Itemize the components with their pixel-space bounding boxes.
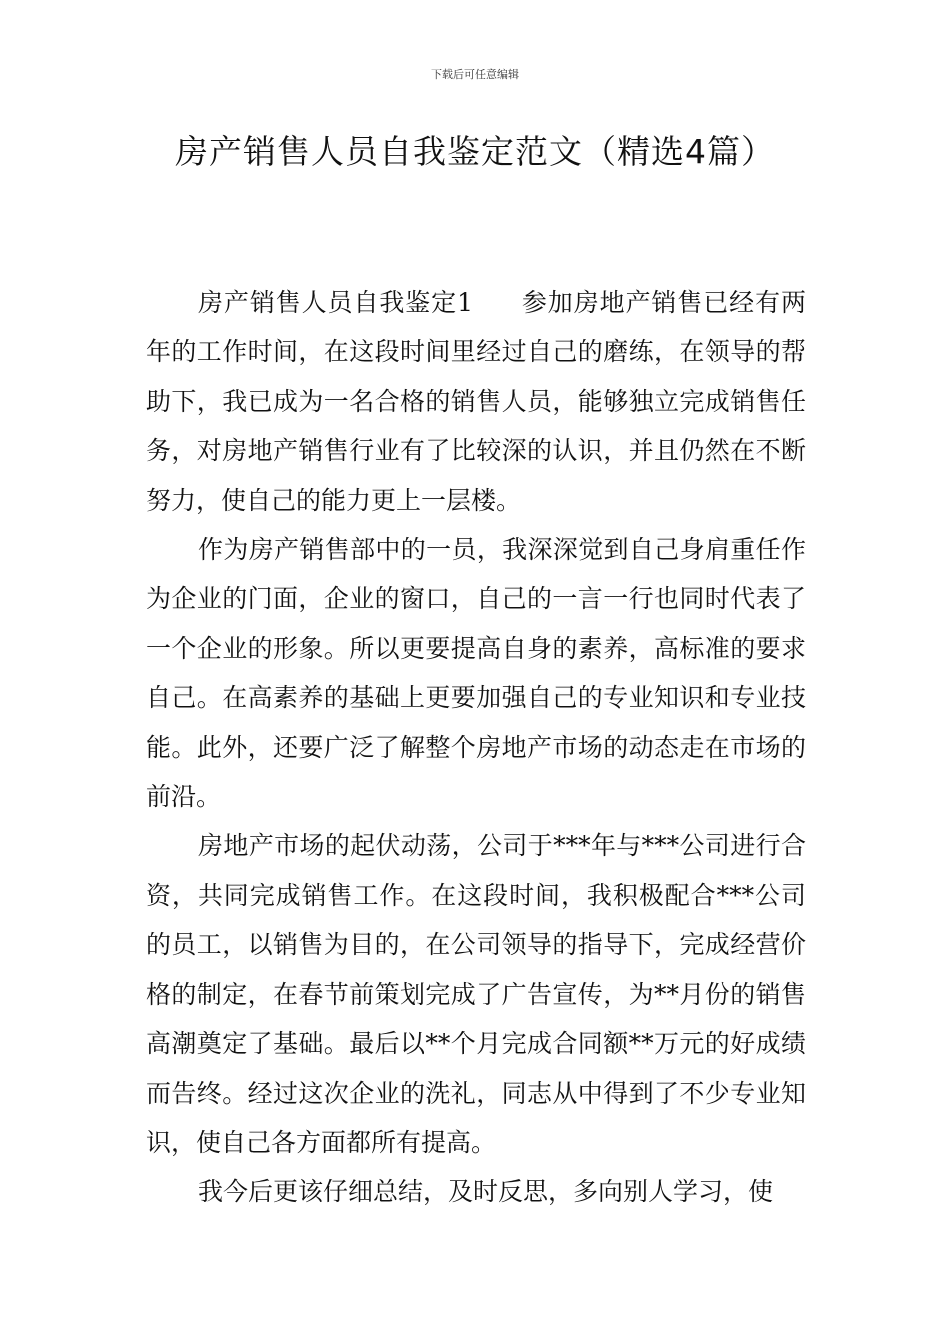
paragraph-1-text: 参加房地产销售已经有两年的工作时间，在这段时间里经过自己的磨练，在领导的帮助下，我已成为一名合格的销售人员，能够独立完成销售任务，对房地产销售行业有了比较深的认识，并且仍然在不断努力，使自己的能力更上一层楼。	[146, 288, 806, 515]
document-title: 房产销售人员自我鉴定范文（精选4篇）	[175, 132, 775, 171]
paragraph-4: 我今后更该仔细总结，及时反思，多向别人学习，使	[198, 1177, 774, 1207]
section-heading: 房产销售人员自我鉴定1	[198, 288, 473, 317]
download-note: 下载后可任意编辑	[431, 68, 519, 81]
paragraph-2: 作为房产销售部中的一员，我深深觉到自己身肩重任作为企业的门面，企业的窗口，自己的一言一行也同时代表了一个企业的形象。所以更要提高自身的素养，高标准的要求自己。在高素养的基础上更要加强自己的专业知识和专业技能。此外，还要广泛了解整个房地产市场的动态走在市场的前沿。	[146, 535, 806, 812]
paragraph-3: 房地产市场的起伏动荡，公司于***年与***公司进行合资，共同完成销售工作。在这段时间，我积极配合***公司的员工，以销售为目的，在公司领导的指导下，完成经营价格的制定，在春节前策划完成了广告宣传，为**月份的销售高潮奠定了基础。最后以**个月完成合同额**万元的好成绩而告终。经过这次企业的洗礼，同志从中得到了不少专业知识，使自己各方面都所有提高。	[146, 831, 806, 1157]
document-body	[146, 278, 806, 1217]
paragraph-1	[146, 278, 806, 525]
